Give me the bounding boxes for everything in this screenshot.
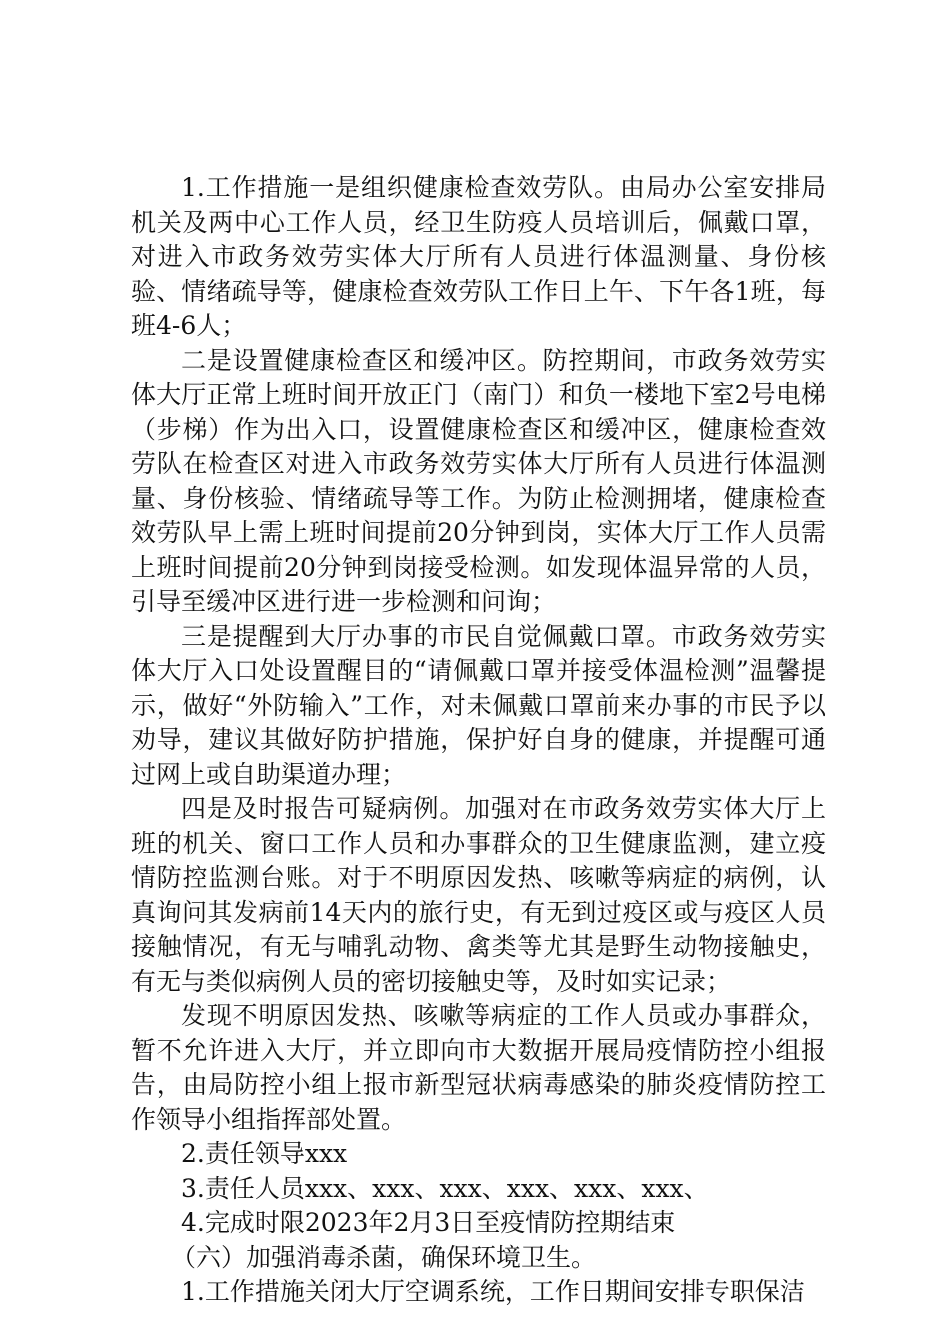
section-heading-disinfection: （六）加强消毒杀菌，确保环境卫生。 [171, 1242, 597, 1272]
paragraph-deadline: 4.完成时限2023年2月3日至疫情防控期结束 [181, 1208, 676, 1237]
paragraph-fever-handling: 发现不明原因发热、咳嗽等病症的工作人员或办事群众，暂不允许进入大厅，并立即向市大数据开展局疫情防控小组报告，由局防控小组上报市新型冠状病毒感染的肺炎疫情防控工作领导小组指挥部处置。 [131, 1001, 826, 1134]
paragraph-responsible-leader: 2.责任领导xxx [181, 1139, 348, 1168]
paragraph-measure-3-mask-reminder: 三是提醒到大厅办事的市民自觉佩戴口罩。市政务效劳实体大厅入口处设置醒目的“请佩戴口罩并接受体温检测”温馨提示，做好“外防输入”工作，对未佩戴口罩前来办事的市民予以劝导，建议其做好防护措施，保护好自身的健康，并提醒可通过网上或自助渠道办理； [131, 621, 826, 789]
paragraph-responsible-staff: 3.责任人员xxx、xxx、xxx、xxx、xxx、xxx、 [181, 1173, 709, 1203]
document-body [131, 171, 826, 1310]
paragraph-measure-4-report-cases: 四是及时报告可疑病例。加强对在市政务效劳实体大厅上班的机关、窗口工作人员和办事群众的卫生健康监测，建立疫情防控监测台账。对于不明原因发热、咳嗽等病症的病例，认真询问其发病前14天内的旅行史，有无到过疫区或与疫区人员接触情况，有无与哺乳动物、禽类等尤其是野生动物接触史，有无与类似病例人员的密切接触史等，及时如实记录； [131, 794, 826, 996]
paragraph-measure-1-health-check-team: 1.工作措施一是组织健康检查效劳队。由局办公室安排局机关及两中心工作人员，经卫生防疫人员培训后，佩戴口罩，对进入市政务效劳实体大厅所有人员进行体温测量、身份核验、情绪疏导等，健康检查效劳队工作日上午、下午各1班，每班4-6人； [131, 173, 826, 340]
paragraph-disinfection-measures: 1.工作措施关闭大厅空调系统，工作日期间安排专职保洁 [181, 1277, 805, 1306]
paragraph-measure-2-check-area: 二是设置健康检查区和缓冲区。防控期间，市政务效劳实体大厅正常上班时间开放正门（南门）和负一楼地下室2号电梯（步梯）作为出入口，设置健康检查区和缓冲区，健康检查效劳队在检查区对进入市政务效劳实体大厅所有人员进行体温测量、身份核验、情绪疏导等工作。为防止检测拥堵，健康检查效劳队早上需上班时间提前20分钟到岗，实体大厅工作人员需上班时间提前20分钟到岗接受检测。如发现体温异常的人员，引导至缓冲区进行进一步检测和问询； [131, 345, 826, 616]
